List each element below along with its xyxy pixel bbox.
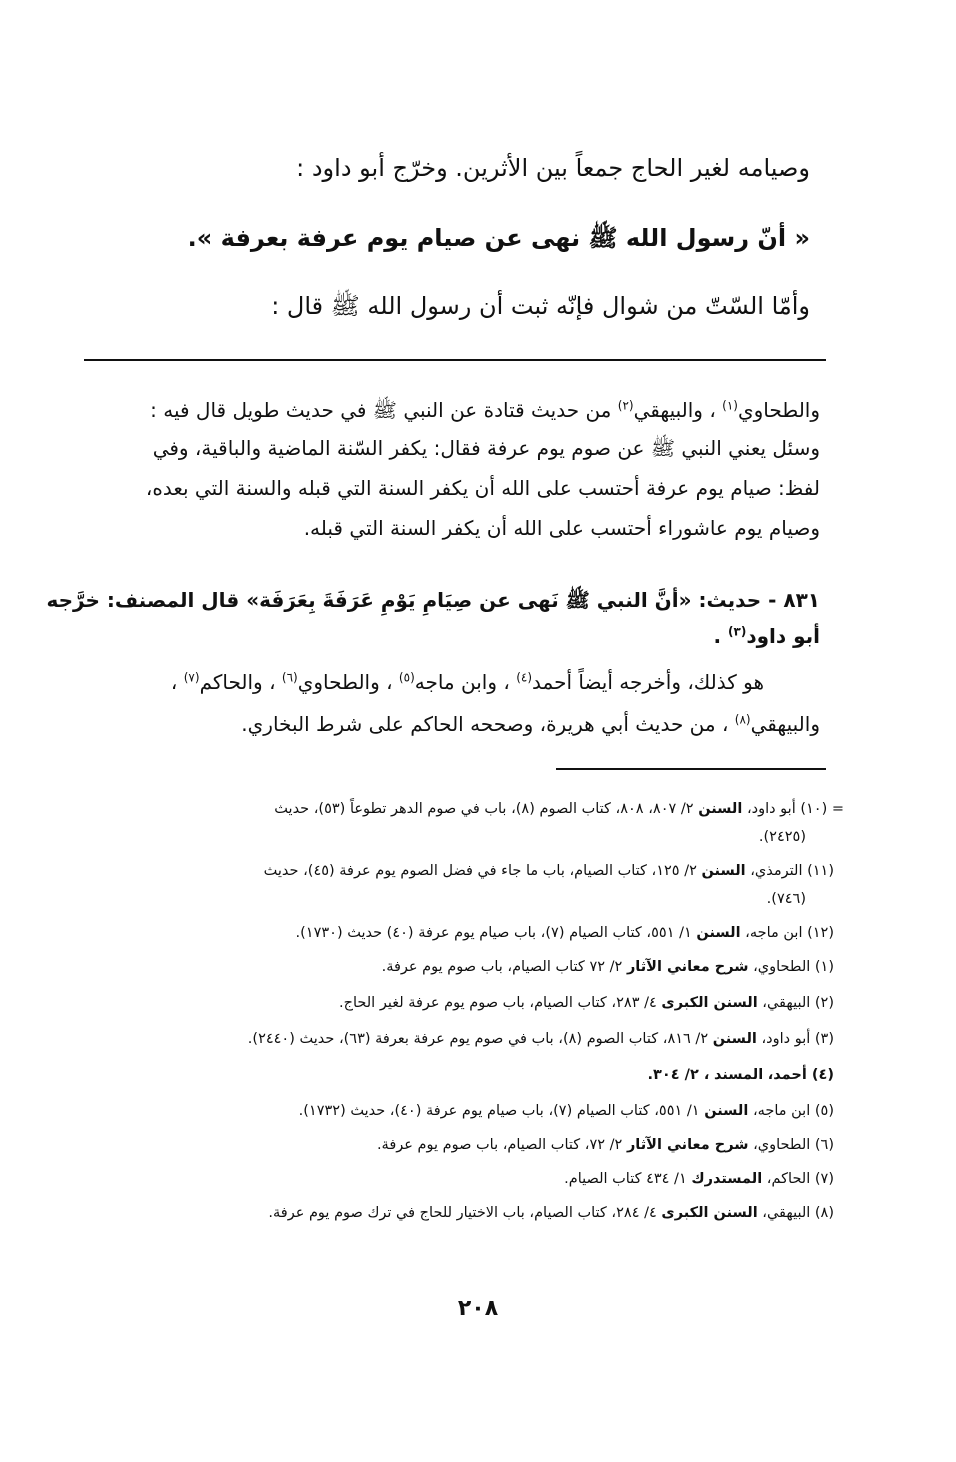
- footnote-12: [296, 920, 834, 946]
- footnote-3-prefix: (٣) أبو داود،: [761, 1031, 834, 1047]
- footnote-8-source: السنن الكبرى: [661, 1205, 758, 1221]
- footnote-5: [299, 1098, 834, 1124]
- footnotes: [84, 796, 844, 1246]
- footnote-11: [264, 858, 834, 884]
- commentary-text-1c: ، والطحاوي: [297, 670, 393, 694]
- hadith-text: «أنَّ النبي ﷺ نَهى عن صِيَامِ يَوْمِ عَرَفَةَ بِعَرَفَة»: [246, 588, 692, 612]
- footnote-7-rest: ١/ ٤٣٤ كتاب الصيام.: [564, 1171, 687, 1187]
- footnote-ref-4: (٤): [516, 670, 533, 685]
- footnote-6-rest: ٢/ ٧٢، كتاب الصيام، باب صوم يوم عرفة.: [376, 1137, 623, 1153]
- commentary-line-1: [171, 664, 764, 700]
- continuation-line-1-c: من حديث قتادة عن النبي ﷺ في حديث طويل قال فيه :: [150, 398, 612, 422]
- footnote-12-rest: ١/ ٥٥١، كتاب الصيام (٧)، باب صيام يوم عرفة (٤٠) حديث (١٧٣٠).: [295, 925, 692, 941]
- footnote-8-prefix: (٨) البيهقي،: [762, 1205, 834, 1221]
- footnote-11-source: السنن: [701, 863, 746, 879]
- footnote-4-rest: ، ٢/ ٣٠٤.: [647, 1067, 710, 1083]
- page-number: ٢٠٨: [457, 1296, 499, 1321]
- footnote-8: [268, 1200, 834, 1226]
- main-line-1: وصيامه لغير الحاج جمعاً بين الأثرين. وخرّج أبو داود :: [296, 154, 810, 182]
- footnote-5-rest: ١/ ٥٥١، كتاب الصيام (٧)، باب صيام يوم عرفة (٤٠)، حديث (١٧٣٢).: [298, 1103, 700, 1119]
- continuation-line-3: لفظ: صيام يوم عرفة أحتسب على الله أن يكفر السنة التي قبله والسنة التي بعده،: [145, 476, 820, 500]
- footnote-3: [248, 1026, 834, 1052]
- commentary: [80, 664, 820, 744]
- footnote-4-source: المسند: [714, 1067, 764, 1083]
- footnote-6-prefix: (٦) الطحاوي،: [753, 1137, 834, 1153]
- footnote-8-rest: ٤/ ٢٨٤، كتاب الصيام، باب الاختيار للحاج في ترك صوم يوم عرفة.: [268, 1205, 657, 1221]
- commentary-line-2: [241, 706, 820, 742]
- footnote-11-cont: (٧٤٦).: [766, 891, 806, 907]
- footnote-ref-6: (٦): [281, 670, 298, 685]
- main-line-2: « أنّ رسول الله ﷺ نهى عن صيام يوم عرفة بعرفة ».: [187, 224, 810, 252]
- hadith-line-1: [46, 582, 820, 618]
- footnote-4: [648, 1062, 834, 1088]
- footnote-12-source: السنن: [696, 925, 741, 941]
- commentary-text-2b: ، من حديث أبي هريرة، وصححه الحاكم على شرط البخاري.: [241, 712, 729, 736]
- continuation-line-2: وسئل يعني النبي ﷺ عن صوم يوم عرفة فقال: يكفر السّنة الماضية والباقية، وفي: [152, 436, 820, 460]
- main-text: [130, 146, 810, 326]
- hadith-entry: [46, 582, 820, 652]
- footnote-2-prefix: (٢) البيهقي،: [762, 995, 834, 1011]
- footnote-ref-1: (١): [722, 398, 738, 413]
- footnote-6: [377, 1132, 834, 1158]
- footnote-1: [382, 954, 834, 980]
- footnote-2-rest: ٤/ ٢٨٣، كتاب الصيام، باب صوم يوم عرفة لغير الحاج.: [339, 995, 657, 1011]
- footnote-10-source: السنن: [698, 801, 743, 817]
- footnote-2: [339, 990, 834, 1016]
- footnote-12-prefix: (١٢) ابن ماجه،: [745, 925, 834, 941]
- footnote-1-source: شرح معاني الآثار: [626, 959, 749, 975]
- commentary-text-1d: ، والحاكم: [199, 670, 276, 694]
- footnote-10-cont: (٢٤٢٥).: [758, 829, 806, 845]
- main-line-3: وأمّا السّتّ من شوال فإنّه ثبت أن رسول الله ﷺ قال :: [271, 292, 810, 320]
- continuation-line-1-b: ، والبيهقي: [633, 398, 716, 422]
- hadith-author-label: قال المصنف: خرَّجه: [46, 588, 240, 612]
- footnote-3-rest: ٢/ ٨١٦، كتاب الصوم (٨)، باب في صوم يوم عرفة بعرفة (٦٣)، حديث (٢٤٤٠).: [247, 1031, 709, 1047]
- footnote-6-source: شرح معاني الآثار: [626, 1137, 749, 1153]
- commentary-text-2a: والبيهقي: [750, 712, 820, 736]
- footnote-7-prefix: (٧) الحاكم،: [766, 1171, 834, 1187]
- continuation-line-1: [150, 392, 820, 428]
- footnote-10-rest: ٢/ ٨٠٧، ٨٠٨، كتاب الصوم (٨)، باب في صوم الدهر تطوعاً (٥٣)، حديث: [274, 801, 694, 817]
- footnote-1-rest: ٢/ ٧٢ كتاب الصيام، باب صوم يوم عرفة.: [381, 959, 623, 975]
- footnote-1-prefix: (١) الطحاوي،: [753, 959, 834, 975]
- continuation-line-1-a: والطحاوي: [737, 398, 820, 422]
- hadith-line-2: [713, 618, 820, 654]
- footnote-10: [274, 796, 844, 822]
- hadith-line-2-b: .: [713, 624, 722, 648]
- footnote-2-source: السنن الكبرى: [661, 995, 758, 1011]
- footnote-5-prefix: (٥) ابن ماجه،: [752, 1103, 834, 1119]
- footnote-10-prefix: = (١٠) أبو داود،: [746, 801, 844, 817]
- commentary-text-1e: ،: [170, 670, 178, 694]
- hadith-line-2-a: أبو داود: [746, 624, 820, 648]
- footnote-ref-2: (٢): [617, 398, 634, 413]
- separator-footnotes: [556, 768, 826, 770]
- footnote-5-source: السنن: [704, 1103, 749, 1119]
- footnote-7-source: المستدرك: [691, 1171, 763, 1187]
- commentary-text-1a: هو كذلك، وأخرجه أيضاً أحمد: [532, 670, 764, 694]
- footnote-ref-8: (٨): [734, 712, 751, 727]
- continuation-line-4: وصيام يوم عاشوراء أحتسب على الله أن يكفر السنة التي قبله.: [303, 516, 820, 540]
- hadith-number: ٨٣١ - حديث:: [698, 588, 820, 612]
- separator-top: [84, 359, 826, 361]
- footnote-ref-3: (٣): [728, 624, 747, 639]
- footnote-ref-5: (٥): [398, 670, 415, 685]
- footnote-ref-7: (٧): [183, 670, 200, 685]
- footnote-11-prefix: (١١) الترمذي،: [750, 863, 834, 879]
- footnote-3-source: السنن: [712, 1031, 757, 1047]
- continuation-text: [80, 392, 820, 572]
- footnote-7: [564, 1166, 834, 1192]
- footnote-11-rest: ٢/ ١٢٥، كتاب الصيام، باب ما جاء في فضل الصوم يوم عرفة (٤٥)، حديث: [263, 863, 697, 879]
- commentary-text-1b: ، وابن ماجه: [414, 670, 510, 694]
- footnote-4-prefix: (٤) أحمد،: [767, 1067, 834, 1083]
